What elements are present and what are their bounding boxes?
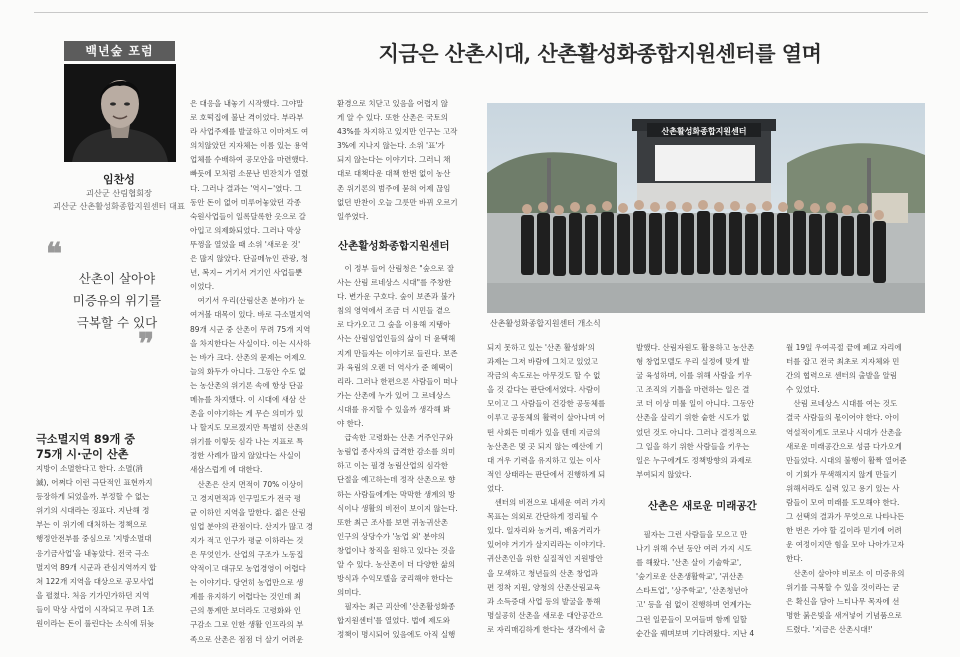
text-line: 간의 협력으로 센터의 출발을 알림 xyxy=(786,371,897,381)
text-line: 센터의 비전으로 내세운 여러 가지 xyxy=(487,498,606,508)
text-line: 근의 통계만 보더라도 고령화와 인 xyxy=(190,606,301,616)
text-line: 년, 복지~ 거기서 거기인 사업들뿐 xyxy=(190,268,303,278)
body-column-6 xyxy=(786,341,926,637)
text-line: 늘의 화두가 아니다. 그동안 수도 없 xyxy=(190,366,306,376)
body-column-1 xyxy=(36,462,188,631)
text-line: 뚜껑을 열었을 때 소위 '새로운 것' xyxy=(190,239,301,249)
text-line: 단절을 예고하는데 정작 산촌으로 향 xyxy=(337,475,456,485)
text-line: 다. 그러나 결과는 '역시~'였다. 그 xyxy=(190,183,302,193)
text-line: 쳐 122개 지역을 대상으로 공모사업 xyxy=(36,576,155,586)
text-line: 은 많지 않았다. 단골메뉴인 관광, 청 xyxy=(190,254,309,264)
text-line: 있다. 일자리와 농거리, 배움거리가 xyxy=(487,526,601,536)
text-line: 산림 르네상스 시대를 여는 것도 xyxy=(786,399,898,409)
text-line: 가는 산촌에 누가 있어 그 르네상스 xyxy=(337,390,451,400)
text-line: 족으로 산촌은 점점 더 살기 어려운 xyxy=(190,634,304,644)
body-column-3 xyxy=(337,97,483,224)
text-line: 급속한 고령화는 산촌 거주인구와 xyxy=(337,433,454,443)
text-line: 그 선택의 결과가 무엇으로 나타나든 xyxy=(786,512,905,522)
text-line: 등장하게 되었을까. 부정할 수 없는 xyxy=(36,492,150,502)
text-line: 작금의 속도로는 아무것도 할 수 없 xyxy=(487,371,601,381)
text-line: 멸지역 89개 시군과 관심지역까지 합 xyxy=(36,562,157,572)
center-sign: 산촌활성화종합지원센터 xyxy=(661,127,747,136)
text-line: 하고 이는 필경 농림산업의 심각한 xyxy=(337,461,448,471)
text-line: 리라. 그러나 한편으론 사람들이 떠나 xyxy=(337,376,458,386)
text-line: 을 모색하고 청년들의 산촌 창업과 xyxy=(487,568,598,578)
text-line: 필자는 최근 괴산에 '산촌활성화종 xyxy=(337,602,456,612)
text-line: 형 창업모델도 우리 실정에 맞게 발 xyxy=(636,357,750,367)
text-line: 적인 상태라는 판단에서 진행하게 되 xyxy=(487,469,606,479)
text-line: 지방이 소멸한다고 한다. 소멸(消 xyxy=(36,464,143,473)
text-line: 는 이야기다. 당연히 농업만으로 생 xyxy=(190,578,304,588)
text-line: 지게 만들자는 이야기로 들린다. 보존 xyxy=(337,348,458,358)
text-line: 이 정부 들어 산림청은 "숲으로 잘 xyxy=(337,264,455,273)
text-line: 또한 최근 조사를 보면 귀농귀산촌 xyxy=(337,517,448,527)
subheading-line: 75개 시·군이 산촌 xyxy=(36,448,129,461)
text-line: 하는 사람들에게는 막막한 생계의 방 xyxy=(337,489,456,499)
text-line: 메뉴를 차지했다. 이 시대에 새삼 산 xyxy=(190,394,306,404)
text-line: 부는 이 위기에 대처하는 정책으로 xyxy=(36,520,147,530)
text-line: 명한 붉은빛을 새겨넣어 기념품으로 xyxy=(786,610,902,620)
text-line: 여기서 우리(산림산촌 분야)가 눈 xyxy=(190,296,305,306)
text-line: 새삼스럽게 에 대한다. xyxy=(190,465,263,475)
text-line: 숙원사업들이 일록달록한 옷으로 갈 xyxy=(190,211,306,221)
text-line: 그 일을 하기 위한 사람들을 키우는 xyxy=(636,441,750,451)
text-line: 지가 적고 인구가 평균 이하라는 것 xyxy=(190,535,304,545)
text-line: 은 대응을 내놓기 시작했다. 그야말 xyxy=(190,99,304,108)
pull-quote-line: 산촌이 살아야 xyxy=(78,271,156,286)
text-line: 필자는 그런 사람들을 모으고 만 xyxy=(636,530,748,539)
text-line: 정책이 명시되어 있음에도 아직 실행 xyxy=(337,630,456,640)
text-line: 행정안전부를 중심으로 '지방소멸대 xyxy=(36,534,152,544)
text-line: 3%에 지나지 않는다. 소위 '표'가 xyxy=(337,141,445,151)
text-line: 한다. xyxy=(786,554,803,564)
text-line: 야 한다. xyxy=(337,419,364,429)
text-line: 아입고 의제화되었다. 그러나 막상 xyxy=(190,225,301,235)
text-line: 이었다. xyxy=(190,282,215,292)
text-line: 나 할지도 모르겠지만 특별히 산촌의 xyxy=(190,423,309,433)
sidebar-subheading xyxy=(36,432,186,462)
pull-quote-line: 미증유의 위기를 xyxy=(72,293,162,308)
text-line: 은 확신을 담아 느티나무 목자에 선 xyxy=(786,596,900,606)
text-line: 응기금사업'을 내놓았다. 전국 극소 xyxy=(36,548,150,558)
body-column-3b xyxy=(337,262,483,643)
text-line: 과 소득증대 사업 등의 발굴을 통해 xyxy=(487,596,601,606)
text-line: 이 기회가 무색해지지 않게 만들기 xyxy=(786,469,897,479)
text-line: 위해서라도 실력 있고 용기 있는 사 xyxy=(786,483,900,493)
text-line: 람들이 모여 미래를 도모해야 한다. xyxy=(786,498,900,508)
text-line: 과제는 그저 바람에 그치고 있었고 xyxy=(487,357,598,367)
text-line: 정한 사례가 많지 않았다는 사실이 xyxy=(190,451,301,461)
text-line: 위기의 시대라는 징표다. 지난해 정 xyxy=(36,506,150,516)
text-line: 滅), 어쩌다 이런 극단적인 표현까지 xyxy=(36,478,153,488)
text-line: 창업이나 창직을 원하고 있다는 것을 xyxy=(337,545,456,555)
text-line: 빠듯에 모처럼 소문난 빈잔치가 열렸 xyxy=(190,169,309,179)
text-line: 로 다가오고 그 숲을 이용해 지탱아 xyxy=(337,320,451,330)
text-line: 89개 시군 중 산촌이 무려 75개 지역 xyxy=(190,324,311,334)
text-line: 과 육림의 오랜 더 역사가 준 혜택이 xyxy=(337,362,453,372)
text-line: 편 정착 지원, 양청의 산촌산림교육 xyxy=(487,582,601,592)
text-line: 한 번은 가야 할 길이라 믿기에 어려 xyxy=(786,526,902,536)
text-line: 굴 육성하며, 이를 위해 사람을 키우 xyxy=(636,371,752,381)
author-role-2: 괴산군 산촌활성화종합지원센터 대표 xyxy=(53,201,185,211)
text-line: 는 농산촌의 위기론 속에 항상 단골 xyxy=(190,380,304,390)
author-role-1: 괴산군 산림협회장 xyxy=(86,188,152,198)
close-quote-icon: ❞ xyxy=(138,327,155,362)
text-line: 없던 반찬이 오늘 그릇만 바뀌 오르기 xyxy=(337,197,458,207)
text-line: 결국 사람들의 몫이어야 한다. 아이 xyxy=(786,413,900,423)
text-line: 침의 영역에서 조금 더 시민들 곁으 xyxy=(337,306,451,316)
text-line: 방식과 수익모델을 궁리해야 한다는 xyxy=(337,574,453,584)
text-line: 라 사업주제를 발굴하고 이마저도 여 xyxy=(190,127,309,137)
headline: 지금은 산촌시대, 산촌활성화종합지원센터를 열며 xyxy=(378,41,822,66)
text-line: 을 차지한다는 사실이다. 이는 시사하 xyxy=(190,338,311,348)
text-line: 43%를 차지하고 있지만 인구는 고작 xyxy=(337,127,458,137)
photo-caption: 산촌활성화종합지원센터 개소식 xyxy=(490,319,601,328)
text-line: 만들었다. 시대의 불행이 활짝 열어준 xyxy=(786,455,907,465)
news-photo xyxy=(487,103,925,313)
text-line: 운 여정이지만 힘을 모아 나아가고자 xyxy=(786,540,905,550)
text-line: 구감소 그로 인한 생활 인프라의 부 xyxy=(190,620,304,630)
text-line: 역설적이게도 코로나 시대가 산촌을 xyxy=(786,427,902,437)
text-line: 로 호떡집에 불난 격이었다. 부라부 xyxy=(190,113,304,123)
text-line: 를 해왔다. '산촌 살이 기술학교', xyxy=(636,558,742,568)
text-line: 약적이고 대규모 농업경영이 어렵다 xyxy=(190,564,306,574)
text-line: 알 수 있다. 농산촌이 더 다양한 삶의 xyxy=(337,559,456,569)
text-line: 었다. xyxy=(487,483,504,493)
author-photo xyxy=(64,64,176,162)
text-line: 여겨볼 대목이 있다. 바로 극소멸지역 xyxy=(190,310,311,320)
text-line: 위기를 극복할 수 있을 것이라는 굳 xyxy=(786,582,900,592)
text-line: 균 이하인 지역을 말한다. 젊은 산림 xyxy=(190,507,306,517)
text-line: 는 바가 크다. 산촌의 문제는 어제오 xyxy=(190,352,306,362)
text-line: 다. 변가운 구호다. 숲이 보존과 불가 xyxy=(337,292,456,302)
text-line: 촌 위기론의 범주에 묻혀 어제 끊임 xyxy=(337,183,451,193)
body-column-5 xyxy=(636,341,778,482)
text-line: 시대를 유지할 수 있을까 생각해 봐 xyxy=(337,404,451,414)
text-line: 산촌이 살아야 비로소 이 미증유의 xyxy=(786,568,905,578)
text-line: 부여되지 않았다. xyxy=(636,469,692,479)
text-line: 식이나 생활의 비전이 보이지 않는다. xyxy=(337,503,458,513)
text-line: 게 알 수 있다. 또한 산촌은 국토의 xyxy=(337,113,448,123)
author-name: 임찬성 xyxy=(103,173,135,186)
text-line: 사는 산림임업인들의 삶이 더 윤택해 xyxy=(337,334,456,344)
text-line: 새로운 미래공간으로 성큼 다가오게 xyxy=(786,441,902,451)
body-column-4 xyxy=(487,341,627,637)
text-line: 나기 위해 수년 동안 여러 가지 시도 xyxy=(636,544,752,554)
pull-quote xyxy=(52,268,182,334)
text-line: 을 것 같다는 판단에서였다. 사람이 xyxy=(487,385,601,395)
text-line: 발했다. 산림자원도 활용하고 농산촌 xyxy=(636,343,755,352)
text-line: 원이라는 돈이 풀린다는 소식에 뒤늦 xyxy=(36,619,155,629)
text-line: 들이 막상 사업이 시작되고 무려 1조 xyxy=(36,604,155,614)
pull-quote-line: 극복할 수 있다 xyxy=(76,315,158,330)
text-line: 은 무엇인가. 산업의 구조가 노동집 xyxy=(190,550,304,559)
text-line: 었던 것도 아니다. 그러나 결정적으로 xyxy=(636,427,757,437)
text-line: 을 펼쳤다. 처음 기가민가하던 지역 xyxy=(36,590,150,600)
text-line: 대 겨우 기력을 유지하고 있는 이사 xyxy=(487,455,601,465)
text-line: 의치않았던 지자체는 이름 있는 용역 xyxy=(190,141,309,151)
text-line: 명실공히 산촌을 새로운 대안공간으 xyxy=(487,610,603,620)
text-line: 대로 대책다운 대책 한번 없이 농산 xyxy=(337,169,451,179)
text-line: 촌을 이야기하는 게 무슨 의미가 있 xyxy=(190,409,304,419)
section-heading-right: 산촌은 새로운 미래공간 xyxy=(648,500,757,512)
text-line: 업체를 수배하여 공모안을 마련했다. xyxy=(190,155,309,165)
column-tag: 백년숲 포럼 xyxy=(64,41,175,61)
text-line: 의미다. xyxy=(337,588,362,598)
text-line: '숲기로운 산촌생활학교', '귀산촌 xyxy=(636,572,744,582)
text-line: 모이고 그 사람들이 건강한 공동체를 xyxy=(487,399,606,409)
text-line: 동안 돈이 없어 미루어놓았던 각종 xyxy=(190,197,301,207)
text-line: 터를 잡고 전국 최초로 지자체와 민 xyxy=(786,357,900,367)
text-line: 있어야 거기가 살지리라는 이야기다. xyxy=(487,540,606,550)
text-line: 그런 일꾼들이 모여들며 함께 일할 xyxy=(636,614,747,624)
text-line: 코 더 이상 미룰 일이 아니다. 그동안 xyxy=(636,399,755,409)
text-line: 월 19일 우여곡절 끝에 폐교 자리에 xyxy=(786,343,902,352)
text-line: 수 있었다. xyxy=(786,385,820,395)
text-line: 고' 등을 쉼 없이 진행하며 연계가는 xyxy=(636,600,752,610)
text-line: 목표는 의외로 간단하게 정리될 수 xyxy=(487,512,598,522)
section-heading-center: 산촌활성화종합지원센터 xyxy=(338,240,450,252)
text-line: 합지원센터'를 열었다. 법에 제도와 xyxy=(337,616,451,626)
top-rule xyxy=(34,12,928,13)
text-line: 산촌을 살리기 위한 숱한 시도가 없 xyxy=(636,413,750,423)
text-line: 환경으로 치닫고 있음을 어렵지 않 xyxy=(337,99,448,108)
body-column-5b xyxy=(636,528,778,641)
text-line: 일쑤였다. xyxy=(337,211,369,221)
text-line: 되지 못하고 있는 '산촌 활성화'의 xyxy=(487,343,595,352)
text-line: 계를 유지하기 어렵다는 것인데 최 xyxy=(190,592,301,602)
text-line: 농림업 종사자의 급격한 감소를 의미 xyxy=(337,447,456,457)
text-line: 이루고 공동체의 활력이 살아나며 어 xyxy=(487,413,606,423)
text-line: 일은 누구에게도 정책방향의 과제로 xyxy=(636,455,752,465)
text-line: 고 조직의 기틀을 마련하는 일은 결 xyxy=(636,385,750,395)
text-line: 산촌은 산지 면적이 70% 이상이 xyxy=(190,479,304,489)
text-line: 순간을 꿰며보며 기다려왔다. 지난 4 xyxy=(636,628,755,638)
text-line: 드렸다. '지금은 산촌시대!' xyxy=(786,624,873,634)
text-line: 스타트업', '상주학교', '산촌청년아 xyxy=(636,586,748,596)
text-line: 사는 산림 르네상스 시대"를 주창한 xyxy=(337,278,452,288)
open-quote-icon: ❝ xyxy=(46,237,63,272)
text-line: 되지 않는다는 이야기다. 그러니 채 xyxy=(337,155,451,165)
text-line: 로 자리매김하게 한다는 생각에서 출 xyxy=(487,624,606,634)
text-line: 임업 분야의 관점이다. 산지가 많고 경 xyxy=(190,521,313,531)
text-line: 고 경지면적과 인구밀도가 전국 평 xyxy=(190,493,301,503)
text-line: 떤 사회든 미래가 있을 텐데 지금의 xyxy=(487,427,601,437)
body-column-2 xyxy=(190,97,332,647)
text-line: 농산촌은 몇 곳 되지 않는 예산에 기 xyxy=(487,441,603,451)
subheading-line: 극소멸지역 89개 중 xyxy=(36,433,136,446)
text-line: 위기를 이렇듯 심각 나는 지표로 특 xyxy=(190,437,304,447)
text-line: 귀산촌인을 위한 실질적인 지원방안 xyxy=(487,554,603,564)
text-line: 인구의 상당수가 '농업 외' 분야의 xyxy=(337,531,445,541)
